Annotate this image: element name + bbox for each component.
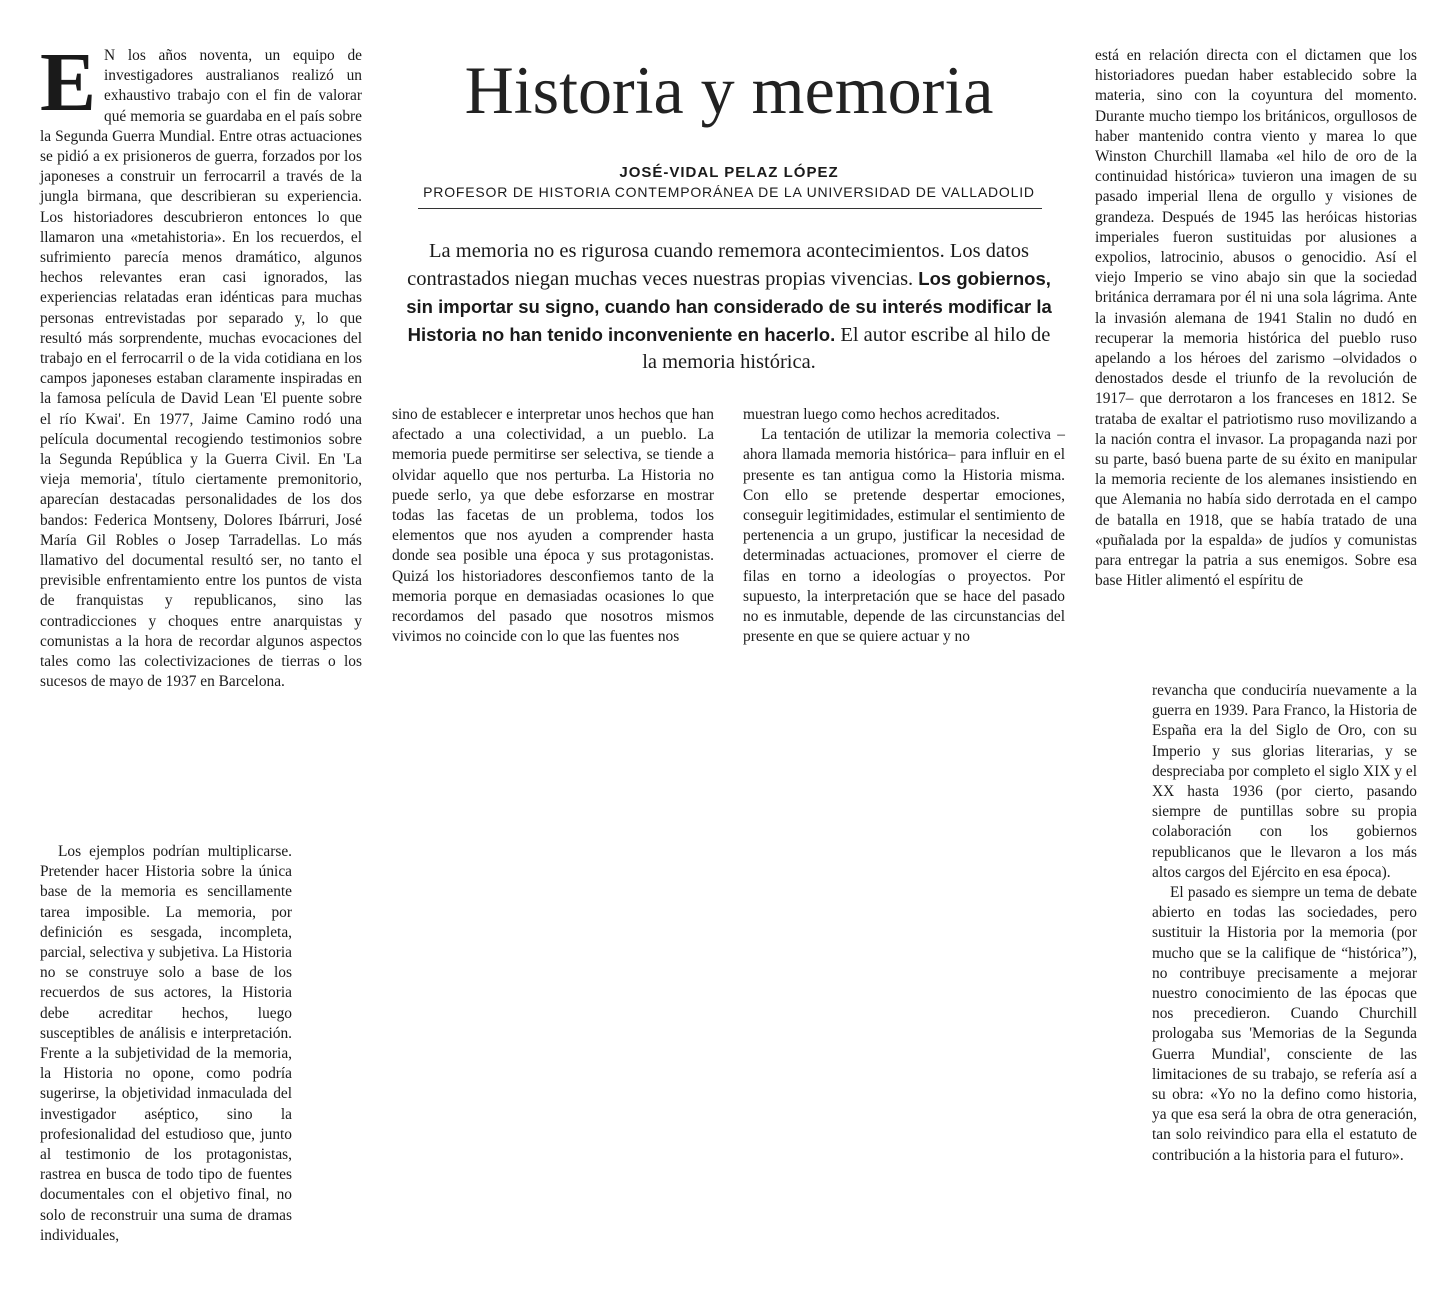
column-4-upper (1095, 46, 1417, 591)
paragraph-2-end: muestran luego como hechos acreditados. (743, 406, 1000, 423)
paragraph-3-end: revancha que conduciría nuevamente a la guerra en 1939. Para Franco, la Historia de España era la del Siglo de Oro, con su Imperio y sus glorias literarias, y se despreciaba por completo el siglo XIX y el XX hasta 1936 (por cierto, pasando siempre de puntillas sobre su propia colaboración con los gobiernos republicanos que le llevaron a los más altos cargos del Ejército en esa época). (1152, 682, 1417, 881)
author-name: JOSÉ-VIDAL PELAZ LÓPEZ (619, 164, 839, 181)
paragraph-2: Los ejemplos podrían multiplicarse. Pretender hacer Historia sobre la única base de la memoria es sencillamente tarea imposible. La memoria, por definición es sesgada, incompleta, parcial, selectiva y subjetiva. La Historia no se construye solo a base de los recuerdos de sus actores, la Historia debe acreditar hechos, luego susceptibles de análisis e interpretación. Frente a la subjetividad de la memoria, la Historia no opone, como podría sugerirse, la objetividad inmaculada del investigador aséptico, sino la profesionalidad del estudioso que, junto al testimonio de los protagonistas, rastrea en busca de todo tipo de fuentes documentales con el objetivo final, no solo de reconstruir una suma de dramas individuales, (40, 843, 292, 1244)
paragraph-2-cont: sino de establecer e interpretar unos hechos que han afectado a una colectividad, a un pueblo. La memoria puede permitirse ser selectiva, se tiende a olvidar aquello que nos perturba. La Historia no puede serlo, ya que debe esforzarse en mostrar todas las facetas de un problema, todos los elementos que nos ayuden a comprender hasta donde sea posible una época y sus protagonistas. Quizá los historiadores desconfiemos tanto de la memoria porque en demasiadas ocasiones lo que recordamos del pasado que nosotros mismos vivimos no coincide con lo que las fuentes nos (392, 406, 714, 646)
paragraph-4: El pasado es siempre un tema de debate abierto en todas las sociedades, pero sustituir la Historia por la memoria (por mucho que se la califique de “histórica”), no contribuye precisamente a mejorar nuestro conocimiento de las épocas que nos precedieron. Cuando Churchill prologaba sus 'Memorias de la Segunda Guerra Mundial', consciente de las limitaciones de su trabajo, se refería así a su obra: «Yo no la defino como historia, ya que esa será la obra de otra generación, tan solo reivindico para ella el estatuto de contribución a la historia para el futuro». (1152, 884, 1417, 1164)
paragraph-1 (40, 36, 362, 693)
paragraph-3-cont: está en relación directa con el dictamen que los historiadores puedan haber establecido sobre la materia, sino con la coyuntura del momento. Durante mucho tiempo los británicos, orgullosos de haber mantenido contra viento y marea lo que Winston Churchill llamaba «el hilo de oro de la continuidad histórica» tuvieron una imagen de su pasado imperial llena de orgullo y visiones de grandeza. Después de 1945 las heróicas historias imperiales fueron sustituidas por alusiones a expolios, latrocinio, abusos o genocidio. Así el viejo Imperio se vino abajo sin que la sociedad británica derramara por él ni una sola lágrima. Ante la invasión alemana de 1941 Stalin no dudó en recuperar la memoria histórica del pueblo ruso apelando a los héroes del zarismo –olvidados o denostados desde el triunfo de la revolución de 1917– que derrotaron a los franceses en 1812. Se trataba de exaltar el patriotismo ruso movilizando a la nación contra el invasor. La propaganda nazi por su parte, basó buena parte de su éxito en manipular la memoria reciente de los alemanes insistiendo en que Alemania no había sido derrotada en el campo de batalla en 1918, que se había tratado de una «puñalada por la espalda» de judíos y comunistas para entregar la patria a sus enemigos. Sobre esa base Hitler alimentó el espíritu de (1095, 47, 1417, 590)
column-3 (743, 405, 1065, 647)
article-title: Historia y memoria (464, 52, 994, 128)
paragraph-1-text: N los años noventa, un equipo de investigadores australianos realizó un exhaustivo trabajo con el fin de valorar qué memoria se guardaba en el país sobre la Segunda Guerra Mundial. Entre otras actuaciones se pidió a ex prisioneros de guerra, forzados por los japoneses a construir un ferrocarril a través de la jungla birmana, que describieran su experiencia. Los historiadores descubrieron entonces lo que llamaron una «metahistoria». En los recuerdos, el sufrimiento parecía menos dramático, algunos hechos relevantes eran casi ignorados, las experiencias relatadas eran idénticas para muchas personas entrevistadas por separado y, lo que resultó más sorprendente, muchas evocaciones del trabajo en el ferrocarril o de la vida cotidiana en los campos japoneses estaban claramente inspiradas en la famosa película de David Lean 'El puente sobre el río Kwai'. En 1977, Jaime Camino rodó una película documental recogiendo testimonios sobre la Segunda República y la Guerra Civil. En 'La vieja memoria', título ciertamente premonitorio, aparecían destacadas personalidades de los dos bandos: Federica Montseny, Dolores Ibárruri, José María Gil Robles o Josep Tarradellas. Lo más llamativo del documental resultó ser, no tanto el previsible enfrentamiento entre los puntos de vista de franquistas y republicanos, sino las contradicciones y choques entre anarquistas y comunistas a la hora de recordar algunos aspectos tales como las colectivizaciones de tierras o los sucesos de mayo de 1937 en Barcelona. (40, 47, 362, 691)
column-2 (392, 405, 714, 647)
lede-part-2: El autor escribe al hilo de la memoria histórica. (642, 324, 1051, 373)
lede-bold: Los gobiernos, sin importar su signo, cuando han considerado de su interés modificar la Historia no han tenido inconveniente en hacerlo. (406, 268, 1052, 345)
column-1 (40, 36, 362, 693)
author-affiliation: PROFESOR DE HISTORIA CONTEMPORÁNEA DE LA UNIVERSIDAD DE VALLADOLID (423, 184, 1035, 200)
lede-part-1: La memoria no es rigurosa cuando rememora acontecimientos. Los datos contrastados niegan muchas veces nuestras propias vivencias. (407, 240, 1029, 290)
column-4-lower (1152, 681, 1417, 1166)
drop-cap: E (40, 36, 97, 129)
title-divider (418, 208, 1042, 209)
article-lede (402, 238, 1056, 376)
column-1-lower (40, 842, 292, 1246)
paragraph-3: La tentación de utilizar la memoria colectiva –ahora llamada memoria histórica– para influir en el presente es tan antigua como la Historia misma. Con ello se pretende despertar emociones, conseguir legitimidades, estimular el sentimiento de pertenencia a un grupo, justificar la necesidad de determinadas actuaciones, promover el cierre de filas en torno a ideologías o proyectos. Por supuesto, la interpretación que se hace del pasado no es inmutable, depende de las circunstancias del presente en que se quiere actuar y no (743, 426, 1065, 646)
